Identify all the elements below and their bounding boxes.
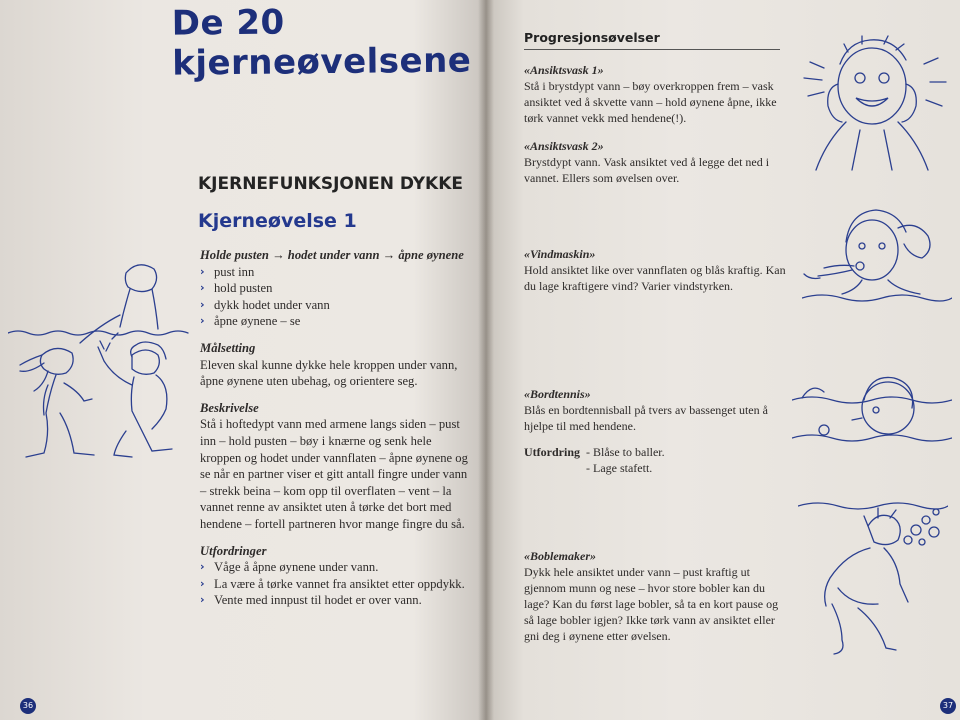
- list-item: - Lage stafett.: [586, 461, 653, 475]
- exercise-name: «Ansiktsvask 1»: [524, 63, 604, 77]
- goal-heading: Målsetting: [200, 340, 256, 355]
- sequence-heading: Holde pusten → hodet under vann → åpne øynene: [200, 248, 464, 262]
- challenge: [524, 444, 786, 476]
- exercise-name: «Vindmaskin»: [524, 247, 596, 261]
- list-item: › pust inn: [200, 264, 255, 279]
- challenges-list: [200, 559, 475, 609]
- challenge-list: [586, 444, 665, 476]
- illustration-children-in-pool: [8, 255, 193, 470]
- exercise-ansiktsvask-2: [524, 138, 786, 186]
- exercise-name: «Bordtennis»: [524, 387, 591, 401]
- exercise-text: Dykk hele ansiktet under vann – pust kraftig ut gjennom munn og nese – hvor store bobler kan du lage? Kan du først lage bobler, så ta en kort pause og så lage bobler igjen? Ikke tørk vann av ansiktet eller gni deg i øynene etter øvelsen.: [524, 565, 779, 643]
- exercise-text: Blås en bordtennisball på tvers av bassenget uten å hjelpe til med hendene.: [524, 403, 768, 433]
- list-item: - Blåse to baller.: [586, 445, 665, 459]
- description-heading: Beskrivelse: [200, 400, 259, 415]
- description-text: Stå i hoftedypt vann med armene langs siden – pust inn – hold pusten – bøy i knærne og senk hele kroppen og hodet under vannflaten – åpne øynene og se når en partner viser et gitt antall fingre under vann – strekk beina – kom opp til overflaten – vent – la vannet renne av ansiktet uten å tørke det bort med hendene – fortell partneren hvor mange fingre du så.: [200, 417, 468, 531]
- chevron-right-icon: ›: [200, 593, 205, 607]
- page-number: 36: [20, 698, 36, 714]
- list-item: › Våge å åpne øynene under vann.: [200, 560, 379, 575]
- exercise-title: Kjerneøvelse 1: [198, 210, 357, 232]
- chevron-right-icon: ›: [200, 314, 205, 328]
- list-item: › hold pusten: [200, 281, 273, 296]
- exercise-name: «Boblemaker»: [524, 549, 596, 563]
- chevron-right-icon: ›: [200, 264, 205, 278]
- illustration-girl-blowing: [802, 206, 952, 326]
- list-item: › Vente med innpust til hodet er over vann.: [200, 593, 422, 608]
- list-item: › åpne øynene – se: [200, 314, 301, 329]
- list-item: › La være å tørke vannet fra ansiktet etter oppdykk.: [200, 576, 465, 591]
- exercise-content: [200, 247, 475, 609]
- challenge-label: Utfordring: [524, 445, 580, 459]
- challenges-heading: Utfordringer: [200, 543, 267, 558]
- chevron-right-icon: ›: [200, 281, 205, 295]
- illustration-face-splash: [800, 34, 950, 174]
- exercise-ansiktsvask-1: [524, 62, 786, 126]
- chevron-right-icon: ›: [200, 297, 205, 311]
- exercise-name: «Ansiktsvask 2»: [524, 139, 604, 153]
- list-item: › dykk hodet under vann: [200, 297, 330, 312]
- exercise-boblemaker: [524, 548, 786, 644]
- exercise-vindmaskin: [524, 246, 786, 294]
- right-page: [486, 0, 960, 720]
- illustration-boy-bubbles: [798, 496, 948, 666]
- page-title: De 20 kjerneøvelsene: [171, 2, 472, 84]
- page-number: 37: [940, 698, 956, 714]
- section-title: KJERNEFUNKSJONEN DYKKE: [198, 174, 464, 194]
- goal-text: Eleven skal kunne dykke hele kroppen under vann, åpne øynene uten ubehag, og orientere seg.: [200, 357, 458, 389]
- chevron-right-icon: ›: [200, 560, 205, 574]
- exercise-text: Hold ansiktet like over vannflaten og blås kraftig. Kan du lage kraftigere vind? Varier vindstyrken.: [524, 263, 786, 293]
- illustration-boy-blowing-ball: [792, 370, 952, 460]
- exercise-bordtennis: [524, 386, 786, 476]
- book-gutter: [478, 0, 494, 720]
- exercise-text: Stå i brystdypt vann – bøy overkroppen frem – vask ansiktet ved å skvette vann – hold øynene åpne, ikke tørk vannet vekk med hendene(!).: [524, 79, 777, 125]
- exercise-text: Brystdypt vann. Vask ansiktet ved å legge det ned i vannet. Ellers som øvelsen over.: [524, 155, 770, 185]
- chevron-right-icon: ›: [200, 576, 205, 590]
- steps-list: [200, 264, 475, 330]
- progression-header: Progresjonsøvelser: [524, 30, 780, 50]
